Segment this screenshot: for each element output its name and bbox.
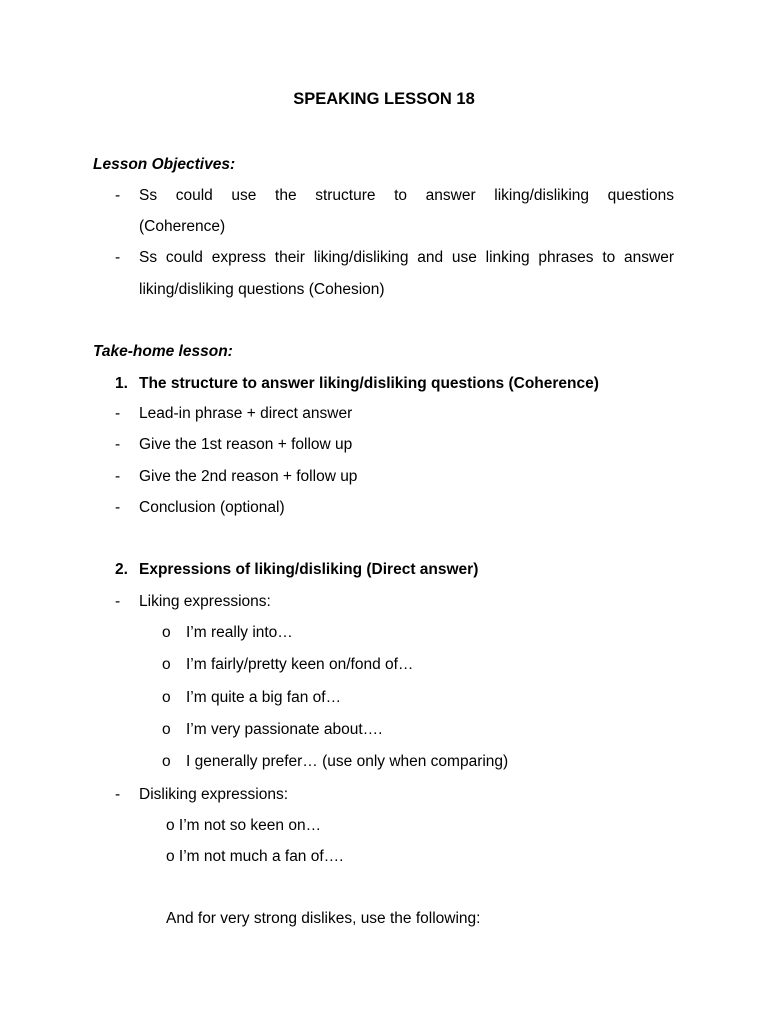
structure-item-2: Give the 1st reason + follow up — [139, 436, 353, 453]
liking-item-5: I generally prefer… (use only when comparing) — [186, 753, 509, 770]
objective-1-line2: (Coherence) — [139, 218, 226, 235]
liking-item-5-marker: o — [162, 753, 171, 770]
strong-dislikes-note: And for very strong dislikes, use the following: — [166, 910, 481, 927]
structure-item-3-marker: - — [115, 468, 121, 485]
objective-1-line1: Ss could use the structure to answer liking/disliking questions — [139, 187, 674, 204]
liking-label: Liking expressions: — [139, 593, 271, 610]
liking-item-4-marker: o — [162, 721, 171, 738]
liking-item-1-marker: o — [162, 624, 171, 641]
liking-item-3-marker: o — [162, 689, 171, 706]
liking-item-1: I’m really into… — [186, 624, 293, 641]
disliking-item-2: o I’m not much a fan of…. — [166, 848, 344, 865]
structure-item-3: Give the 2nd reason + follow up — [139, 468, 358, 485]
disliking-label: Disliking expressions: — [139, 786, 289, 803]
disliking-marker: - — [115, 786, 121, 803]
liking-marker: - — [115, 593, 121, 610]
structure-item-1: Lead-in phrase + direct answer — [139, 405, 353, 422]
liking-item-3: I’m quite a big fan of… — [186, 689, 342, 706]
objective-2-line1: Ss could express their liking/disliking and use linking phrases to answer — [139, 249, 674, 266]
liking-item-2-marker: o — [162, 656, 171, 673]
objective-2-line2: liking/disliking questions (Cohesion) — [139, 281, 385, 298]
structure-item-4-marker: - — [115, 499, 121, 516]
objectives-heading: Lesson Objectives: — [93, 156, 236, 173]
structure-item-2-marker: - — [115, 436, 121, 453]
section-2-title: Expressions of liking/disliking (Direct answer) — [139, 561, 479, 578]
page-title: SPEAKING LESSON 18 — [293, 90, 475, 108]
takehome-heading: Take-home lesson: — [93, 343, 233, 360]
objective-1-marker: - — [115, 187, 121, 204]
structure-item-4: Conclusion (optional) — [139, 499, 285, 516]
section-1-number: 1. — [115, 375, 128, 392]
liking-item-4: I’m very passionate about…. — [186, 721, 383, 738]
disliking-item-1: o I’m not so keen on… — [166, 817, 322, 834]
section-1-title: The structure to answer liking/disliking questions (Coherence) — [139, 375, 599, 392]
liking-item-2: I’m fairly/pretty keen on/fond of… — [186, 656, 414, 673]
structure-item-1-marker: - — [115, 405, 121, 422]
section-2-number: 2. — [115, 561, 128, 578]
objective-2-marker: - — [115, 249, 121, 266]
